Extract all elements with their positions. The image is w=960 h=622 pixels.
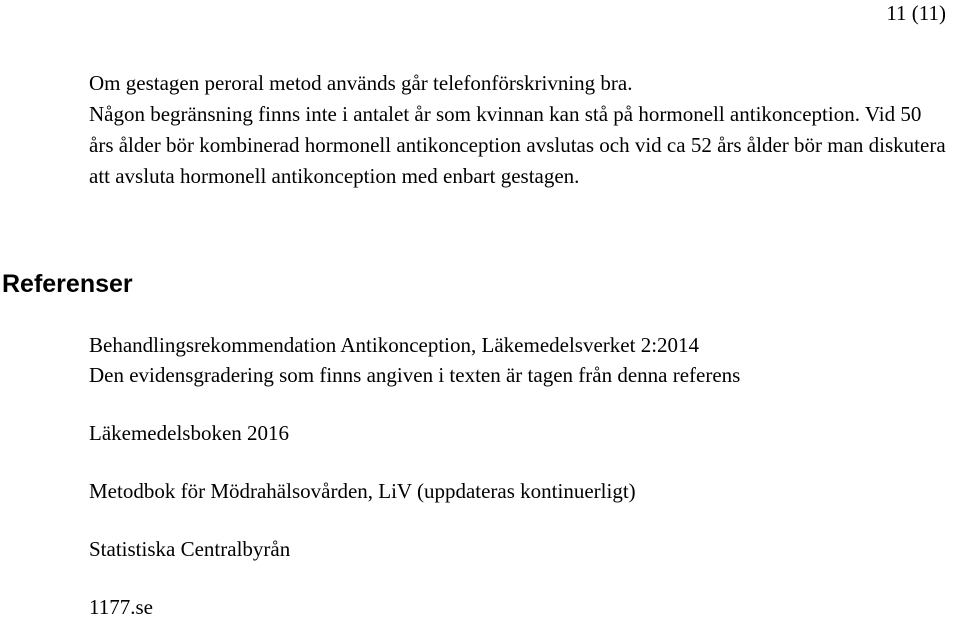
reference-item: Behandlingsrekommendation Antikonception, Läkemedelsverket 2:2014 [89, 333, 700, 357]
reference-item: 1177.se [89, 595, 153, 619]
paragraph: Om gestagen peroral metod används går telefonförskrivning bra. [89, 71, 633, 95]
reference-item: Läkemedelsboken 2016 [89, 421, 290, 445]
reference-item: Statistiska Centralbyrån [89, 537, 291, 561]
reference-item: Metodbok för Mödrahälsovården, LiV (uppdateras kontinuerligt) [89, 479, 636, 503]
paragraph: Någon begränsning finns inte i antalet år som kvinnan kan stå på hormonell antikonception. Vid 50 års ålder bör kombinerad hormonell antikonception avslutas och vid ca 52 års ålder bör man diskutera att avsluta hormonell antikonception med enbart gestagen. [89, 102, 946, 188]
body-text [89, 68, 949, 192]
reference-list [89, 330, 949, 622]
page-number: 11 (11) [886, 1, 946, 25]
reference-note: Den evidensgradering som finns angiven i texten är tagen från denna referens [89, 363, 741, 387]
references-heading: Referenser [2, 270, 133, 298]
